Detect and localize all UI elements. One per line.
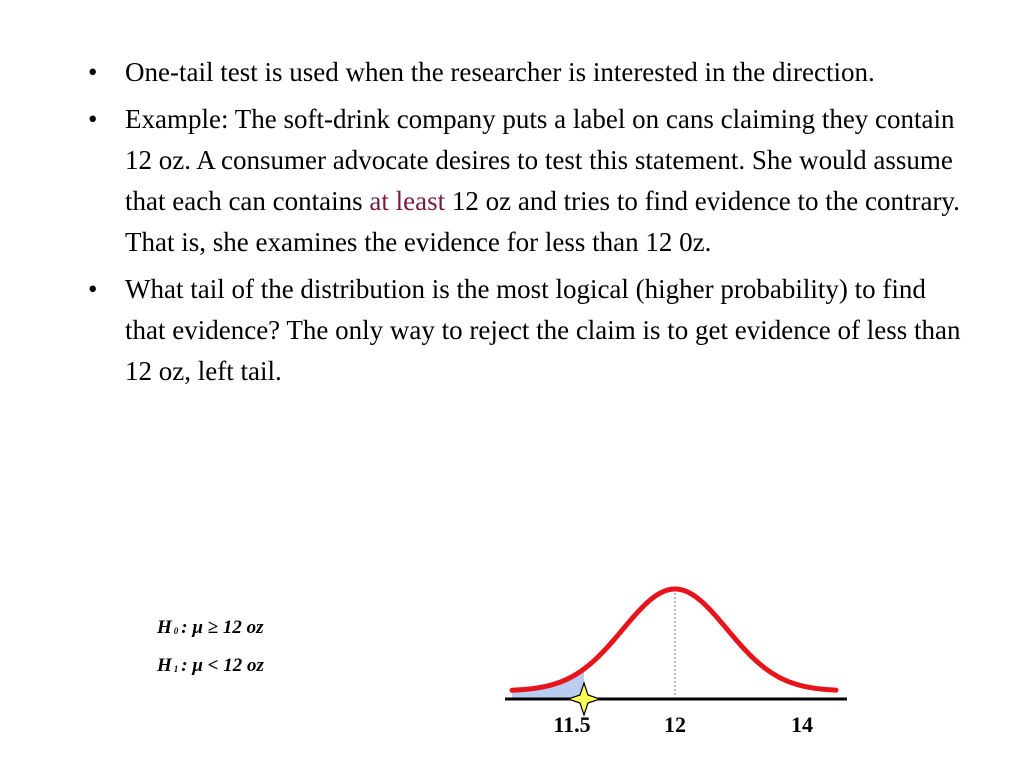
bullet-example: [88, 99, 968, 263]
bullet-one-tail: [88, 52, 968, 93]
bullet-which-tail: [88, 269, 968, 392]
hypothesis-symbol: H: [157, 655, 172, 676]
hypothesis-subscript: 1: [173, 664, 179, 674]
bullet-text: What tail of the distribution is the most logical (higher probability) to find that evidence? The only way to reject the claim is to get evidence of less than 12 oz, left tail.: [125, 274, 961, 386]
bullet-text: One-tail test is used when the researcher is interested in the direction.: [125, 57, 875, 87]
alternative-hypothesis: [157, 655, 264, 677]
bullet-dot: •: [88, 274, 98, 304]
highlight-at-least: at least: [369, 186, 446, 216]
null-hypothesis: [157, 617, 264, 639]
bullet-dot: •: [88, 104, 98, 134]
bullet-dot: •: [88, 57, 98, 87]
hypothesis-subscript: 0: [173, 626, 179, 636]
tick-label-14: 14: [791, 712, 813, 737]
bullet-text-before: Example: The soft-drink company puts a label on cans claiming they contain 12 oz. A consumer advocate desires to test this statement. She would assume that each can contains: [125, 104, 955, 216]
normal-curve: [512, 589, 836, 690]
bullet-text-after: 12 oz and tries to find evidence to the contrary. That is, she examines the evidence for less than 12 0z.: [125, 186, 960, 257]
normal-curve-svg: [500, 575, 860, 745]
tick-label-12: 12: [664, 712, 686, 737]
hypothesis-symbol: H: [157, 617, 172, 638]
normal-distribution-figure: [500, 575, 860, 745]
tick-label-11-5: 11.5: [553, 712, 591, 737]
hypothesis-statement: : μ ≥ 12 oz: [181, 617, 264, 638]
bullet-list: [88, 52, 968, 398]
hypothesis-statement: : μ < 12 oz: [181, 655, 264, 676]
